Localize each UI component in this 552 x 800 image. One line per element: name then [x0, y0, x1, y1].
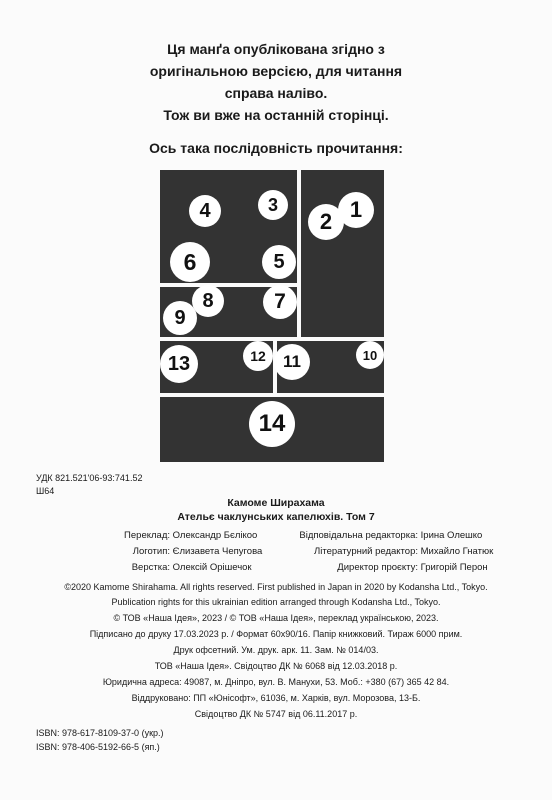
print-info-line: Друк офсетний. Ум. друк. арк. 11. Зам. № 014/03. [173, 645, 379, 655]
notice-line: справа наліво. [224, 85, 328, 101]
credit-row [276, 562, 488, 573]
panel-block [301, 170, 384, 337]
credit-row [276, 546, 493, 557]
book-author: Камоме Ширахама [227, 497, 325, 509]
credit-row [276, 530, 482, 541]
notice-line: оригінальною версією, для читання [149, 63, 403, 79]
isbn-ua: ISBN: 978-617-8109-37-0 (укр.) [36, 728, 164, 738]
credit-name: Григорій Перон [420, 562, 488, 573]
panel-number: 12 [243, 341, 273, 371]
panel-number: 1 [338, 192, 374, 228]
print-info-line: Підписано до друку 17.03.2023 р. / Формат 60х90/16. Папір книжковий. Тираж 6000 прим. [89, 629, 463, 639]
credit-name: Михайло Гнатюк [420, 546, 494, 557]
certificate-line: Свідоцтво ДК № 5747 від 06.11.2017 р. [194, 709, 358, 719]
panel-number: 4 [189, 195, 221, 227]
credit-role: Директор проєкту: [337, 562, 418, 573]
address-line: Юридична адреса: 49087, м. Дніпро, вул. В. Манухи, 53. Моб.: +380 (67) 365 42 84. [102, 677, 450, 687]
panel-number: 9 [163, 301, 197, 335]
reading-order-title: Ось така послідовність прочитання: [149, 140, 403, 156]
notice-line: Ця манґа опублікована згідно з [167, 41, 385, 57]
panel-number: 11 [274, 344, 310, 380]
rights-line: Publication rights for this ukrainian edition arranged through Kodansha Ltd., Tokyo. [111, 597, 441, 607]
publisher-line: ТОВ «Наша Ідея». Свідоцтво ДК № 6068 від 12.03.2018 р. [154, 661, 398, 671]
credit-role: Літературний редактор: [313, 546, 418, 557]
reading-direction-notice [0, 38, 552, 126]
credit-name: Єлизавета Чепугова [172, 546, 263, 557]
copyright-ua-line: © ТОВ «Наша Ідея», 2023 / © ТОВ «Наша Ідея», переклад українською, 2023. [113, 613, 439, 623]
panel-number: 3 [258, 190, 288, 220]
credit-name: Олександр Бєлікоо [172, 530, 258, 541]
panel-number: 6 [170, 242, 210, 282]
udk-code: УДК 821.521'06-93:741.52 [36, 473, 143, 483]
isbn-jp: ISBN: 978-406-5192-66-5 (яп.) [36, 742, 160, 752]
copyright-line: ©2020 Kamome Shirahama. All rights reserved. First published in Japan in 2020 by Kodansha Ltd., Tokyo. [64, 582, 488, 592]
panel-number: 8 [192, 285, 224, 317]
printer-line: Віддруковано: ПП «Юнісофт», 61036, м. Харків, вул. Морозова, 13-Б. [131, 693, 421, 703]
panel-number: 5 [262, 245, 296, 279]
panel-number: 10 [356, 341, 384, 369]
credit-row [104, 546, 262, 557]
credit-role: Відповідальна редакторка: [299, 530, 418, 541]
book-title: Ательє чаклунських капелюхів. Том 7 [177, 511, 375, 523]
panel-number: 2 [308, 204, 344, 240]
panel-number: 14 [249, 401, 295, 447]
panel-number: 7 [263, 285, 297, 319]
credit-row [104, 530, 257, 541]
credit-role: Логотип: [132, 546, 170, 557]
notice-line: Тож ви вже на останній сторінці. [163, 107, 389, 123]
credit-name: Олексій Орішечок [172, 562, 252, 573]
credit-role: Верстка: [131, 562, 170, 573]
author-mark: Ш64 [36, 486, 55, 496]
credit-role: Переклад: [124, 530, 170, 541]
reading-order-diagram [160, 170, 384, 462]
credit-name: Ірина Олешко [420, 530, 483, 541]
credit-row [104, 562, 252, 573]
panel-number: 13 [160, 345, 198, 383]
